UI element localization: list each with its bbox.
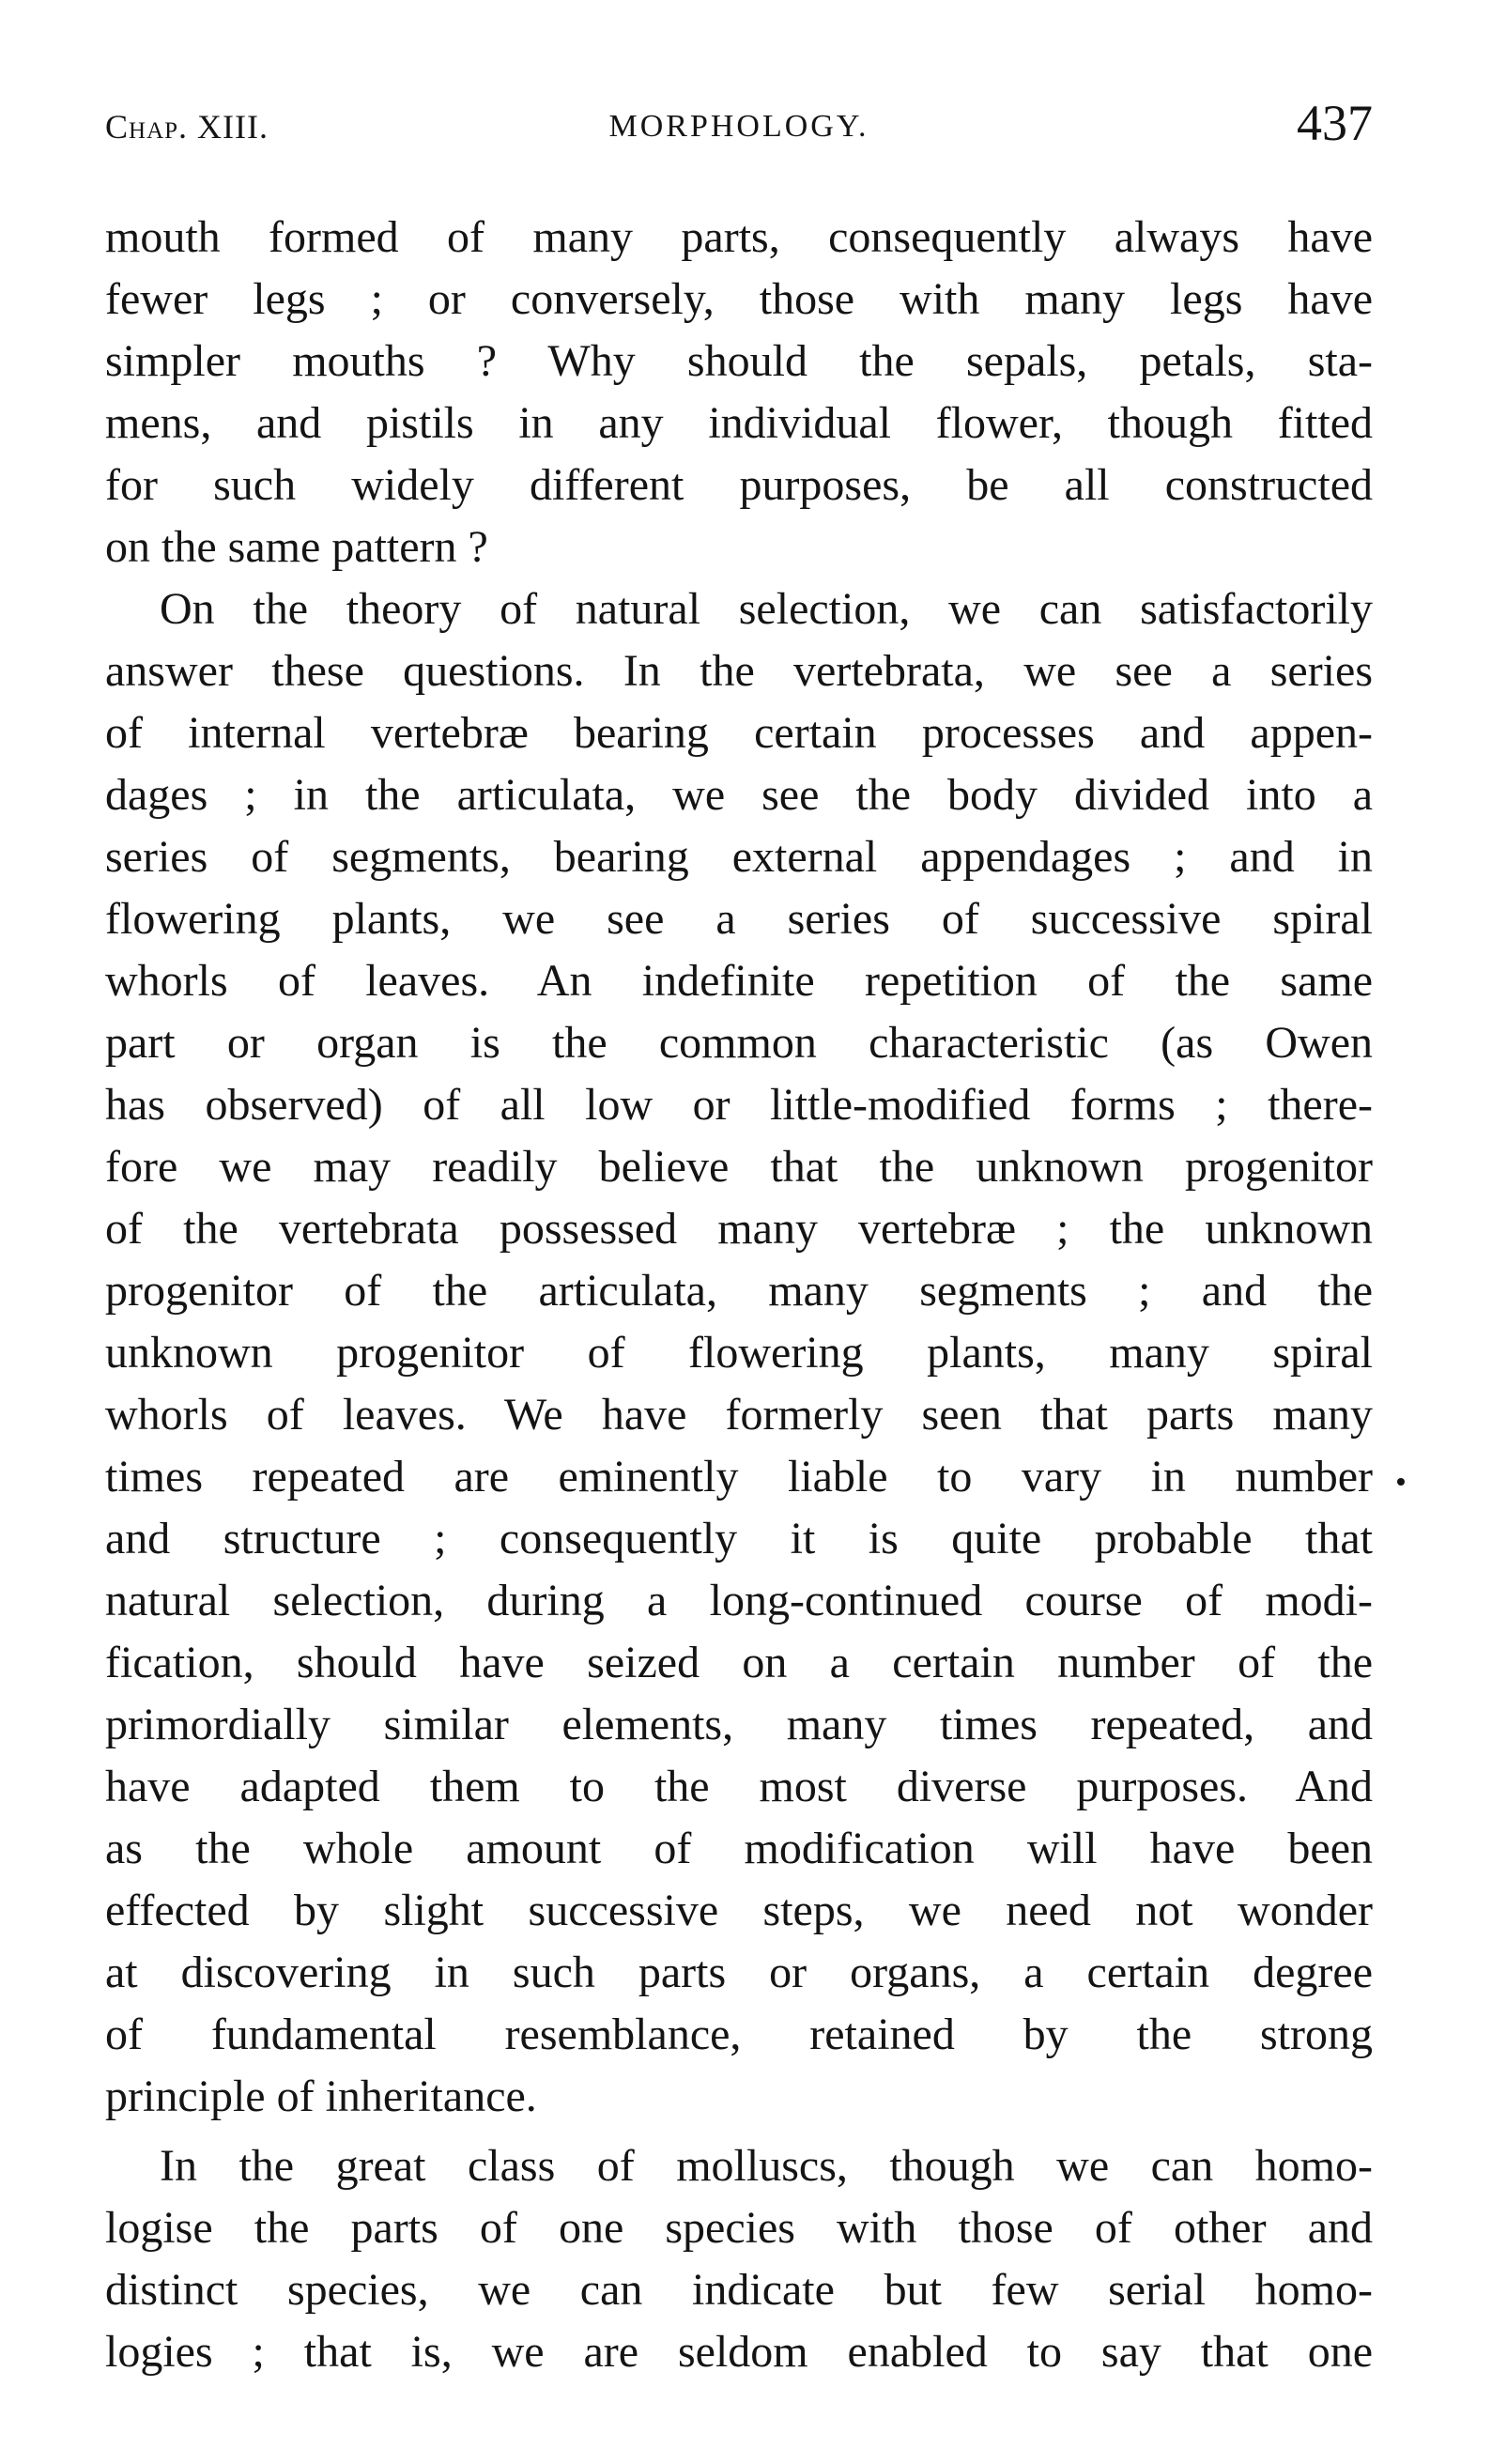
text-line: whorls of leaves. An indefinite repetition of the same [105,956,1373,1006]
text-line: logies ; that is, we are seldom enabled to say that one [105,2327,1373,2377]
text-line: principle of inheritance. [105,2071,537,2121]
paragraph-gap [105,2128,1373,2135]
text-line: effected by slight successive steps, we need not wonder [105,1886,1373,1935]
text-line: flowering plants, we see a series of successive spiral [105,894,1373,944]
text-line: distinct species, we can indicate but few serial homo- [105,2265,1373,2315]
text-line: as the whole amount of modification will have been [105,1824,1373,1873]
text-line: on the same pattern ? [105,522,488,572]
text-line: progenitor of the articulata, many segments ; and the [105,1266,1373,1316]
running-title: MORPHOLOGY. [608,109,869,144]
text-line: In the great class of molluscs, though we can homo- [160,2141,1373,2191]
text-line: unknown progenitor of flowering plants, many spiral [105,1328,1373,1378]
text-line: of the vertebrata possessed many vertebræ ; the unknown [105,1204,1373,1254]
text-line: logise the parts of one species with those of other and [105,2203,1373,2253]
text-line: have adapted them to the most diverse purposes. And [105,1762,1373,1811]
chapter-label: Chap. XIII. [105,108,269,146]
text-line: fore we may readily believe that the unknown progenitor [105,1142,1373,1192]
text-line: whorls of leaves. We have formerly seen that parts many [105,1390,1373,1440]
text-line: fication, should have seized on a certain number of the [105,1638,1373,1687]
running-head [105,94,1373,160]
text-line: of internal vertebræ bearing certain processes and appen- [105,708,1373,758]
text-line: simpler mouths ? Why should the sepals, petals, sta- [105,336,1373,386]
body-text [105,207,1373,2383]
margin-mark [1397,1478,1405,1486]
text-line: dages ; in the articulata, we see the body divided into a [105,770,1373,820]
text-line: times repeated are eminently liable to vary in number [105,1452,1373,1502]
text-line: mens, and pistils in any individual flower, though fitted [105,398,1373,448]
text-line: series of segments, bearing external appendages ; and in [105,832,1373,882]
text-line: has observed) of all low or little-modified forms ; there- [105,1080,1373,1130]
paragraph [105,578,1373,2128]
text-line: at discovering in such parts or organs, a certain degree [105,1948,1373,1997]
text-line: and structure ; consequently it is quite probable that [105,1514,1373,1563]
text-line: natural selection, during a long-continued course of modi- [105,1576,1373,1625]
text-line: answer these questions. In the vertebrata, we see a series [105,646,1373,696]
text-line: for such widely different purposes, be all constructed [105,460,1373,510]
page-number: 437 [1297,95,1373,151]
text-line: mouth formed of many parts, consequently always have [105,212,1373,262]
text-line: of fundamental resemblance, retained by the strong [105,2010,1373,2059]
text-line: On the theory of natural selection, we can satisfactorily [160,584,1373,634]
text-line: primordially similar elements, many times repeated, and [105,1700,1373,1749]
paragraph [105,207,1373,578]
paragraph [105,2135,1373,2383]
text-line: part or organ is the common characteristic (as Owen [105,1018,1373,1068]
text-line: fewer legs ; or conversely, those with many legs have [105,274,1373,324]
